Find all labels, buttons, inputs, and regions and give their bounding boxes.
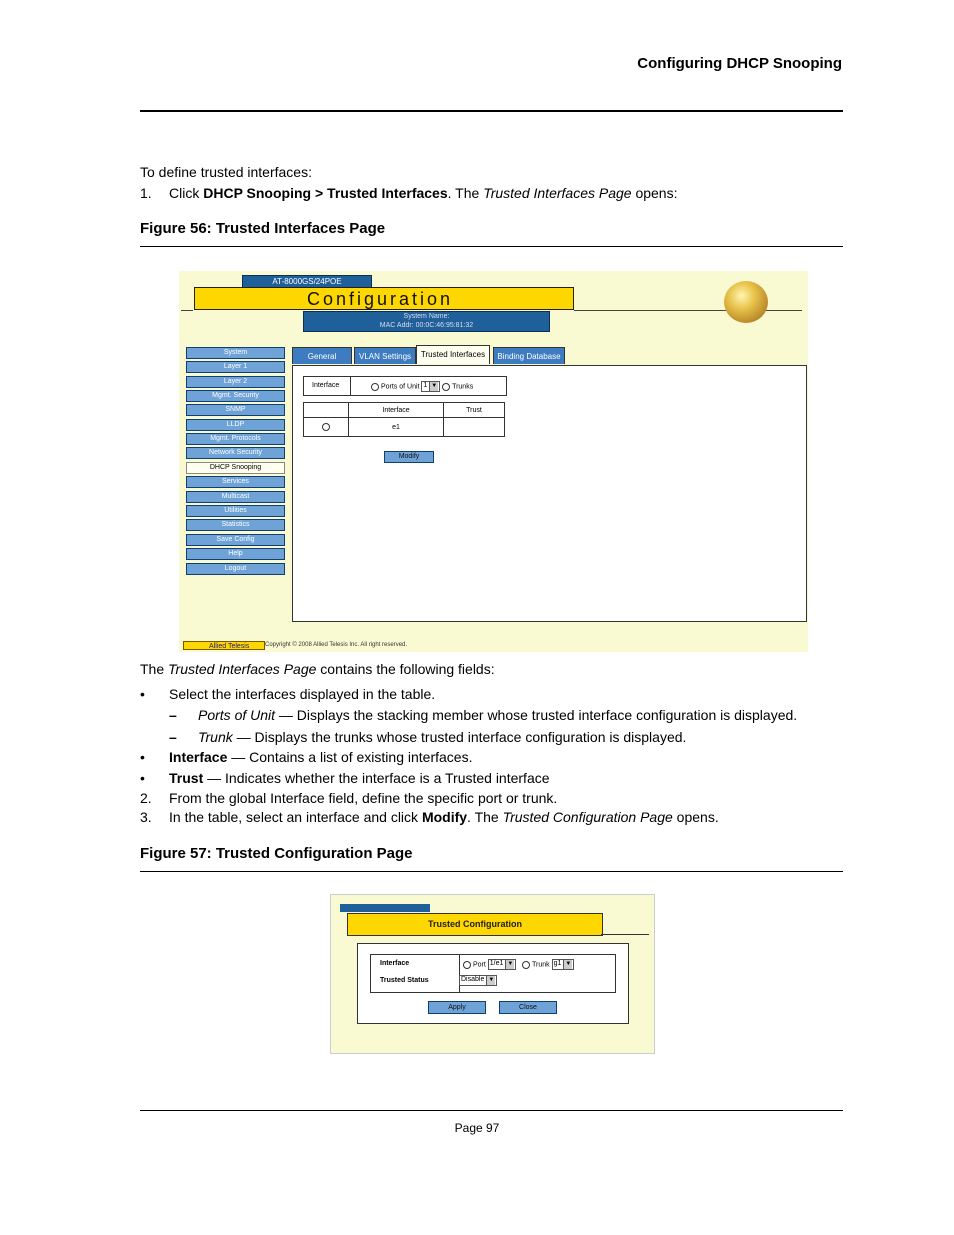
configuration-banner: Configuration — [194, 287, 574, 310]
step-number: 1. — [140, 185, 152, 201]
trusted-status-select[interactable]: Disable ▼ — [459, 975, 497, 986]
table-header — [304, 403, 349, 418]
chevron-down-icon: ▼ — [429, 382, 438, 391]
nav-item-help[interactable]: Help — [186, 548, 285, 560]
nav-item-mgmt-security[interactable]: Mgmt. Security — [186, 390, 285, 402]
bullet-marker: • — [140, 686, 145, 702]
close-button[interactable]: Close — [499, 1001, 557, 1014]
figure-56-caption: Figure 56: Trusted Interfaces Page — [140, 220, 386, 237]
unit-select[interactable]: 1 ▼ — [421, 381, 440, 392]
ports-of-unit-radio[interactable] — [371, 383, 379, 391]
page-number: Page 97 — [454, 1121, 500, 1135]
interfaces-table — [303, 402, 505, 437]
running-header: Configuring DHCP Snooping — [637, 55, 842, 72]
trunk-select[interactable]: g1 ▼ — [552, 959, 575, 970]
nav-item-layer-2[interactable]: Layer 2 — [186, 376, 285, 388]
port-label: Port — [472, 961, 486, 969]
nav-item-multicast[interactable]: Multicast — [186, 491, 285, 503]
globe-logo-icon — [724, 281, 768, 323]
trusted-status-label: Trusted Status — [380, 977, 429, 984]
dash-marker: – — [169, 729, 177, 745]
step-3-number: 3. — [140, 809, 152, 825]
figure-57-caption: Figure 57: Trusted Configuration Page — [140, 845, 413, 862]
nav-item-dhcp-snooping[interactable]: DHCP Snooping — [186, 462, 285, 474]
port-radio[interactable] — [463, 961, 471, 969]
trunks-label: Trunks — [452, 383, 474, 391]
banner-line — [181, 310, 193, 311]
trunk-radio[interactable] — [522, 961, 530, 969]
nav-item-logout[interactable]: Logout — [186, 563, 285, 575]
table-header: Interface — [349, 403, 444, 418]
nav-item-layer-1[interactable]: Layer 1 — [186, 361, 285, 373]
nav-item-system[interactable]: System — [186, 347, 285, 359]
title-strip — [340, 904, 430, 912]
footer-rule — [140, 1110, 843, 1111]
table-header-row — [304, 403, 505, 418]
ports-of-unit-label: Ports of Unit — [380, 383, 420, 391]
bullet-marker: • — [140, 770, 145, 786]
tab-general[interactable]: General — [292, 347, 352, 364]
model-label: AT-8000GS/24POE — [242, 275, 372, 288]
tab-vlan-settings[interactable]: VLAN Settings — [354, 347, 416, 364]
chevron-down-icon: ▼ — [505, 960, 514, 969]
table-row — [304, 418, 505, 437]
step-3-text: In the table, select an interface and click Modify. The Trusted Configuration Page opens. — [169, 809, 719, 825]
settings-box — [370, 954, 616, 993]
trunks-radio[interactable] — [442, 383, 450, 391]
intro-text: To define trusted interfaces: — [140, 164, 312, 180]
allied-telesis-logo: Allied Telesis — [183, 641, 265, 650]
table-cell-interface: e1 — [349, 418, 444, 437]
chevron-down-icon: ▼ — [563, 960, 572, 969]
bullet-trust: Trust — Indicates whether the interface is a Trusted interface — [169, 770, 550, 786]
step-2-text: From the global Interface field, define the specific port or trunk. — [169, 790, 558, 806]
mac-address: MAC Addr: 00:0C:46:95:81:32 — [379, 322, 474, 329]
trusted-configuration-screenshot — [330, 894, 655, 1054]
table-cell-trust — [444, 418, 505, 437]
port-select[interactable]: 1/e1 ▼ — [488, 959, 517, 970]
modify-button[interactable]: Modify — [384, 451, 434, 463]
nav-item-mgmt-protocols[interactable]: Mgmt. Protocols — [186, 433, 285, 445]
bullet-interface: Interface — Contains a list of existing interfaces. — [169, 749, 473, 765]
banner-line — [601, 934, 649, 935]
copyright-text: Copyright © 2008 Allied Telesis Inc. All right reserved. — [265, 642, 408, 648]
nav-item-services[interactable]: Services — [186, 476, 285, 488]
step-1: 1. Click DHCP Snooping > Trusted Interfaces. The Trusted Interfaces Page opens: — [140, 185, 678, 201]
trusted-interfaces-screenshot — [179, 271, 808, 652]
interface-selector — [303, 376, 507, 396]
row-select-radio[interactable] — [322, 423, 330, 431]
nav-item-lldp[interactable]: LLDP — [186, 419, 285, 431]
step-2-number: 2. — [140, 790, 152, 806]
banner-line — [574, 310, 802, 311]
interface-label: Interface — [312, 382, 340, 389]
header-rule — [140, 110, 843, 112]
apply-button[interactable]: Apply — [428, 1001, 486, 1014]
table-header: Trust — [444, 403, 505, 418]
trusted-configuration-banner: Trusted Configuration — [347, 913, 603, 936]
figure-rule — [140, 246, 843, 247]
system-name: System Name: — [403, 313, 450, 320]
nav-item-statistics[interactable]: Statistics — [186, 519, 285, 531]
sub-bullet-ports-of-unit: Ports of Unit — Displays the stacking member whose trusted interface configuration is displayed. — [198, 707, 798, 723]
sub-bullet-trunk: Trunk — Displays the trunks whose trusted interface configuration is displayed. — [198, 729, 687, 745]
figure-rule — [140, 871, 843, 872]
chevron-down-icon: ▼ — [486, 976, 495, 985]
nav-item-save-config[interactable]: Save Config — [186, 534, 285, 546]
tab-trusted-interfaces[interactable]: Trusted Interfaces — [416, 345, 490, 364]
fields-intro: The Trusted Interfaces Page contains the following fields: — [140, 661, 495, 677]
dash-marker: – — [169, 707, 177, 723]
interface-label: Interface — [380, 960, 410, 967]
nav-item-network-security[interactable]: Network Security — [186, 447, 285, 459]
nav-item-utilities[interactable]: Utilities — [186, 505, 285, 517]
trunk-label: Trunk — [532, 961, 550, 969]
bullet-1: Select the interfaces displayed in the table. — [169, 686, 436, 702]
system-info-box — [303, 311, 550, 332]
bullet-marker: • — [140, 749, 145, 765]
nav-item-snmp[interactable]: SNMP — [186, 404, 285, 416]
tab-binding-database[interactable]: Binding Database — [493, 347, 565, 364]
